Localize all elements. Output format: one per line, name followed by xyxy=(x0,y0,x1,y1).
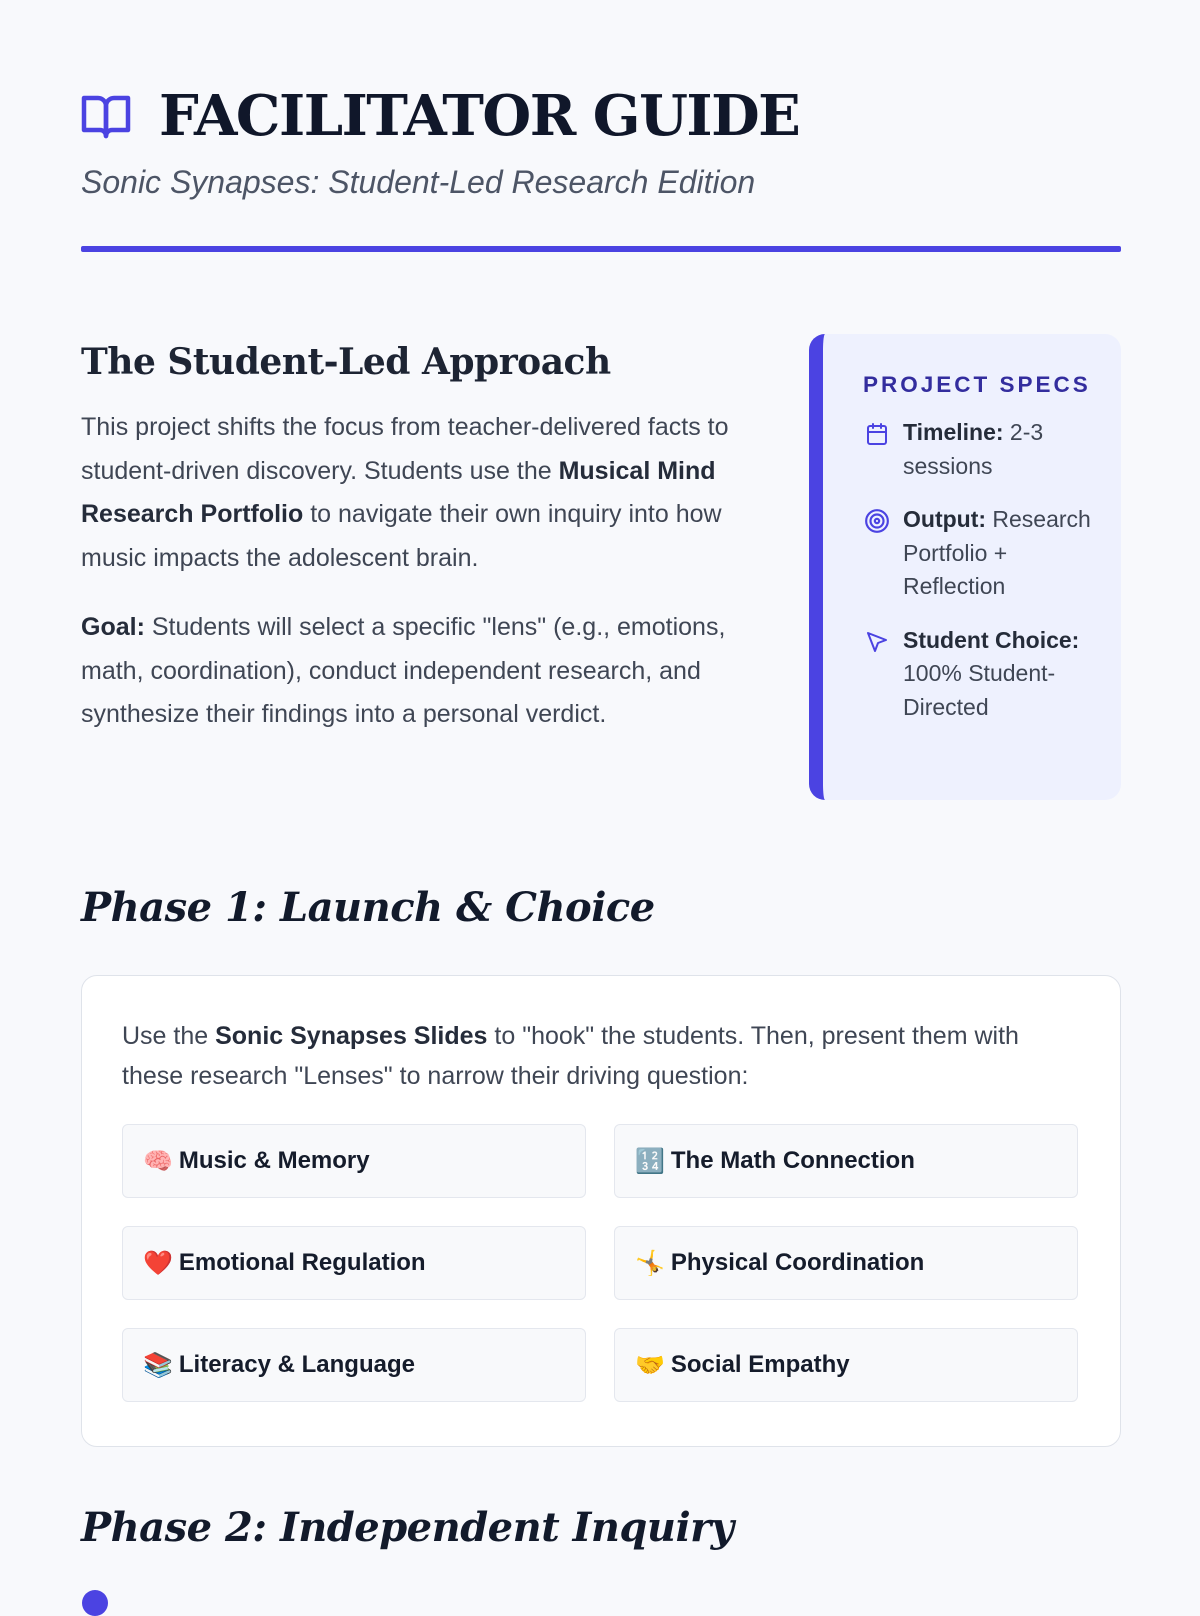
cartwheel-icon: 🤸 xyxy=(635,1249,665,1277)
spec-label: Timeline: xyxy=(903,419,1004,445)
lens-label: Social Empathy xyxy=(670,1351,850,1378)
page-title: FACILITATOR GUIDE xyxy=(159,83,800,149)
book-open-icon xyxy=(81,90,133,142)
phase1-intro xyxy=(122,1016,1082,1096)
handshake-icon: 🤝 xyxy=(635,1351,665,1379)
approach-heading: The Student-Led Approach xyxy=(81,341,611,383)
lens-physical-coordination xyxy=(614,1226,1078,1300)
spec-value: Research Portfolio + Reflection xyxy=(903,506,1091,599)
lens-math-connection xyxy=(614,1124,1078,1198)
spec-label: Student Choice: xyxy=(903,626,1080,653)
phase1-heading: Phase 1: Launch & Choice xyxy=(81,884,655,931)
goal-label: Goal: xyxy=(81,613,145,641)
lens-label: Music & Memory xyxy=(178,1147,370,1174)
specs-title: PROJECT SPECS xyxy=(863,372,1091,397)
lens-label: Literacy & Language xyxy=(178,1351,415,1378)
heart-icon: ❤️ xyxy=(143,1249,173,1277)
approach-text-b: to navigate their own inquiry into how music impacts the adolescent brain. xyxy=(81,500,722,572)
intro-text-bold: Sonic Synapses Slides xyxy=(215,1022,488,1050)
numbers-icon: 🔢 xyxy=(635,1147,665,1175)
spec-label: Output: xyxy=(903,506,987,532)
approach-section xyxy=(81,334,761,737)
title-row xyxy=(81,78,1121,154)
approach-paragraph xyxy=(81,406,761,580)
spec-value: 100% Student-Directed xyxy=(903,660,1056,720)
page-subtitle: Sonic Synapses: Student-Led Research Edition xyxy=(81,164,756,200)
spec-text xyxy=(903,624,1101,725)
lens-grid xyxy=(122,1124,1082,1402)
phase2-heading: Phase 2: Independent Inquiry xyxy=(81,1504,734,1551)
lens-label: Emotional Regulation xyxy=(178,1249,426,1276)
lens-music-memory xyxy=(122,1124,586,1198)
lens-label: The Math Connection xyxy=(670,1147,915,1174)
spec-value: 2-3 sessions xyxy=(903,419,1044,479)
cursor-icon xyxy=(863,628,891,656)
goal-paragraph xyxy=(81,606,761,737)
lens-emotional-regulation xyxy=(122,1226,586,1300)
intro-text-b: to "hook" the students. Then, present them with these research "Lenses" to narrow their driving question: xyxy=(122,1022,1019,1090)
spec-text xyxy=(903,503,1101,604)
phase1-card xyxy=(81,975,1121,1447)
spec-student-choice xyxy=(863,624,1101,725)
approach-text-bold: Musical Mind Research Portfolio xyxy=(81,456,716,528)
goal-text: Students will select a specific "lens" (e.g., emotions, math, coordination), conduct independent research, and synthesize their findings into a personal verdict. xyxy=(81,613,726,728)
lens-label: Physical Coordination xyxy=(670,1249,925,1276)
project-specs-panel xyxy=(809,334,1121,800)
calendar-icon xyxy=(863,420,891,448)
target-icon xyxy=(863,507,891,535)
lens-literacy-language xyxy=(122,1328,586,1402)
spec-text xyxy=(903,416,1101,483)
approach-text-a: This project shifts the focus from teacher-delivered facts to student-driven discovery. Students use the xyxy=(81,413,729,485)
step-marker xyxy=(82,1590,108,1616)
page-header xyxy=(81,78,1121,204)
intro-text-a: Use the xyxy=(122,1022,216,1050)
spec-output xyxy=(863,503,1101,604)
lens-social-empathy xyxy=(614,1328,1078,1402)
books-icon: 📚 xyxy=(143,1351,173,1379)
header-divider xyxy=(81,246,1121,252)
brain-icon: 🧠 xyxy=(143,1147,173,1175)
spec-timeline xyxy=(863,416,1101,483)
